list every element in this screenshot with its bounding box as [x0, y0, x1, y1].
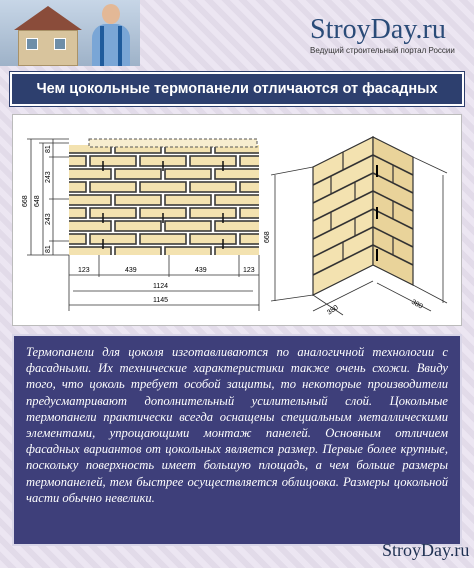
- dim-81-bottom: 81: [45, 245, 52, 253]
- dim-439-a: 439: [125, 267, 137, 274]
- dim-668-corner: 668: [264, 231, 271, 243]
- panel-dimension-diagram: [13, 115, 463, 327]
- article-title: Чем цокольные термопанели отличаются от фасадных: [36, 81, 438, 97]
- dim-243-a: 243: [45, 171, 52, 183]
- footer-logo[interactable]: StroyDay.ru: [382, 540, 470, 560]
- article-title-bar: [10, 72, 464, 106]
- article-text-panel: [12, 334, 462, 546]
- article-paragraph: Термопанели для цоколя изготавливаются по аналогичной технологии с фасадными. Их технические характеристики также очень схожи. Ввиду того, что цоколь требует особой защиты, то некоторые производители предусматривают дополнительный усилительный слой. Цокольные термопанели практически всегда оснащены специальным металлическими элементами, упрощающими монтаж панелей. Основным отличием фасадных вариантов от цокольных является размер. Первые более крупные, поскольку поверхность имеет большую площадь, а чем больше размеры термопанелей, тем быстрее осуществляется облицовка. Размеры цокольной части обычно невелики.: [26, 345, 448, 505]
- site-tagline: Ведущий строительный портал России: [310, 46, 455, 55]
- dim-1124: 1124: [153, 283, 169, 290]
- header-worker-image: [88, 4, 134, 66]
- dim-439-b: 439: [195, 267, 207, 274]
- site-logo[interactable]: StroyDay.ru: [310, 14, 446, 45]
- dim-81-top: 81: [45, 145, 52, 153]
- panel-corner-view: [313, 137, 413, 295]
- header-house-image: [0, 0, 140, 66]
- dim-668-left: 668: [22, 195, 29, 207]
- dim-123-right: 123: [243, 267, 255, 274]
- panel-drawing: [12, 114, 462, 326]
- dim-123-left: 123: [78, 267, 90, 274]
- dim-1145: 1145: [153, 297, 169, 304]
- panel-front-view: [69, 145, 259, 255]
- site-header: [0, 0, 474, 66]
- dim-380-right: 380: [410, 298, 424, 311]
- dim-243-b: 243: [45, 213, 52, 225]
- dim-380-left: 380: [326, 304, 340, 317]
- dim-648-left: 648: [34, 195, 41, 207]
